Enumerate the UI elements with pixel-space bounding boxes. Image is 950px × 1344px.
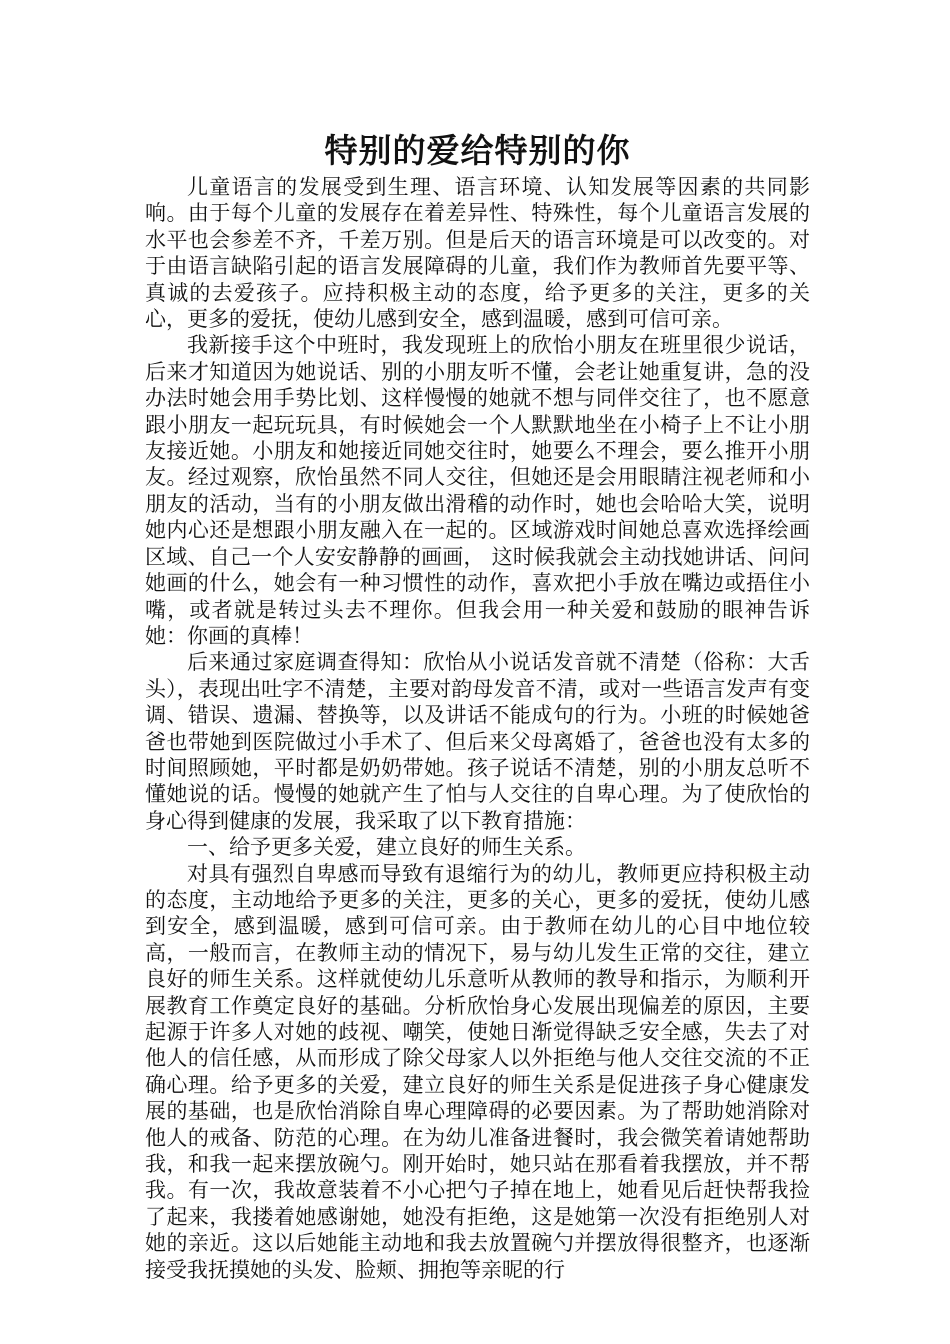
paragraph-measure-detail: 对具有强烈自卑感而导致有退缩行为的幼儿，教师更应持积极主动的态度，主动地给予更多的关注，更多的关心，更多的爱抚，使幼儿感到安全，感到温暖，感到可信可亲。由于教师在幼儿的心目中地位较高，一般而言，在教师主动的情况下，易与幼儿发生正常的交往，建立良好的师生关系。这样就使幼儿乐意听从教师的教导和指示，为顺利开展教育工作奠定良好的基础。分析欣怡身心发展出现偏差的原因，主要起源于许多人对她的歧视、嘲笑，使她日渐觉得缺乏安全感，失去了对他人的信任感，从而形成了除父母家人以外拒绝与他人交往交流的不正确心理。给予更多的关爱，建立良好的师生关系是促进孩子身心健康发展的基础，也是欣怡消除自卑心理障碍的必要因素。为了帮助她消除对他人的戒备、防范的心理。在为幼儿准备进餐时，我会微笑着请她帮助我，和我一起来摆放碗勺。刚开始时，她只站在那看着我摆放，并不帮我。有一次，我故意装着不小心把勺子掉在地上，她看见后赶快帮我捡了起来，我搂着她感谢她，她没有拒绝，这是她第一次没有拒绝别人对她的亲近。这以后她能主动地和我去放置碗勺并摆放得很整齐，也逐渐接受我抚摸她的头发、脸颊、拥抱等亲昵的行: [145, 861, 810, 1282]
paragraph-observation: 我新接手这个中班时，我发现班上的欣怡小朋友在班里很少说话，后来才知道因为她说话、别的小朋友听不懂，会老让她重复讲，急的没办法时她会用手势比划、这样慢慢的她就不想与同伴交往了，也不愿意跟小朋友一起玩玩具，有时候她会一个人默默地坐在小椅子上不让小朋友接近她。小朋友和她接近同她交往时，她要么不理会，要么推开小朋友。经过观察，欣怡虽然不同人交往，但她还是会用眼睛注视老师和小朋友的活动，当有的小朋友做出滑稽的动作时，她也会哈哈大笑，说明她内心还是想跟小朋友融入在一起的。区域游戏时间她总喜欢选择绘画区域、自己一个人安安静静的画画， 这时候我就会主动找她讲话、问问她画的什么，她会有一种习惯性的动作，喜欢把小手放在嘴边或捂住小嘴，或者就是转过头去不理你。但我会用一种关爱和鼓励的眼神告诉她：你画的真棒！: [145, 333, 810, 648]
paragraph-family-background: 后来通过家庭调查得知：欣怡从小说话发音就不清楚（俗称：大舌头），表现出吐字不清楚，主要对韵母发音不清，或对一些语言发声有变调、错误、遗漏、替换等，以及讲话不能成句的行为。小班的时候她爸爸也带她到医院做过小手术了、但后来父母离婚了，爸爸也没有太多的时间照顾她，平时都是奶奶带她。孩子说话不清楚，别的小朋友总听不懂她说的话。慢慢的她就产生了怕与人交往的自卑心理。为了使欣怡的身心得到健康的发展，我采取了以下教育措施：: [145, 650, 810, 833]
document-title: 特别的爱给特别的你: [324, 131, 631, 170]
paragraph-intro: 儿童语言的发展受到生理、语言环境、认知发展等因素的共同影响。由于每个儿童的发展存在着差异性、特殊性，每个儿童语言发展的水平也会参差不齐，千差万别。但是后天的语言环境是可以改变的。对于由语言缺陷引起的语言发展障碍的儿童，我们作为教师首先要平等、真诚的去爱孩子。应持积极主动的态度，给予更多的关注，更多的关心，更多的爱抚，使幼儿感到安全，感到温暖，感到可信可亲。: [145, 175, 810, 332]
document-body: [145, 128, 810, 1283]
paragraph-measure-heading: 一、给予更多关爱，建立良好的师生关系。: [187, 835, 586, 860]
